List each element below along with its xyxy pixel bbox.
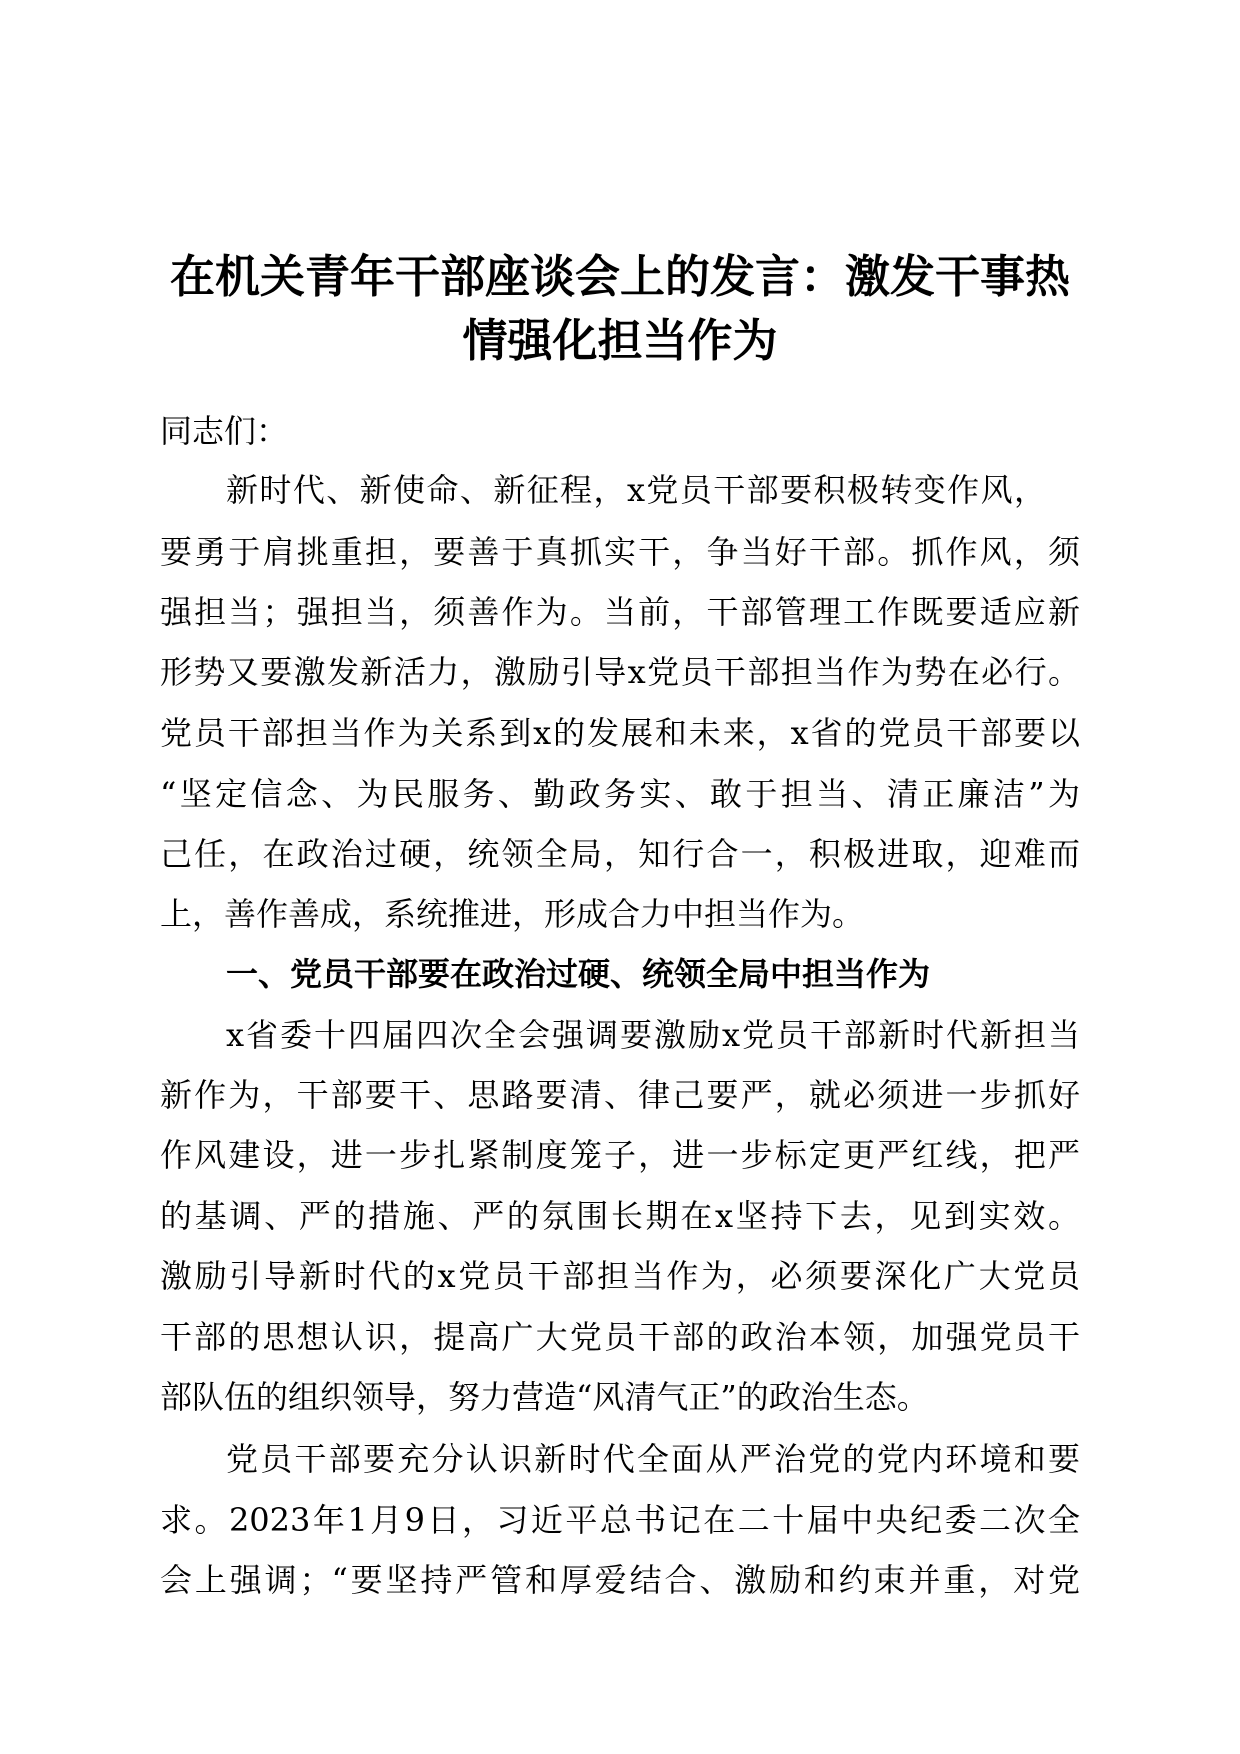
paragraph-1-line-7: 己任，在政治过硬，统领全局，知行合一，积极进取，迎难而 — [160, 835, 1080, 873]
paragraph-3-line-1: 党员干部要充分认识新时代全面从严治党的党内环境和要 — [226, 1440, 1080, 1478]
paragraph-3-line-3: 会上强调；“要坚持严管和厚爱结合、激励和约束并重，对党 — [160, 1561, 1080, 1599]
paragraph-1-line-1: 新时代、新使命、新征程，x党员干部要积极转变作风， — [226, 471, 1046, 509]
paragraph-1-line-5: 党员干部担当作为关系到x的发展和未来，x省的党员干部要以 — [160, 714, 1080, 752]
document-title-line-1: 在机关青年干部座谈会上的发言：激发干事热 — [169, 250, 1070, 303]
paragraph-2-line-4: 的基调、严的措施、严的氛围长期在x坚持下去，见到实效。 — [160, 1197, 1080, 1235]
paragraph-1-line-8: 上，善作善成，系统推进，形成合力中担当作为。 — [160, 895, 865, 933]
paragraph-1-line-4: 形势又要激发新活力，激励引导x党员干部担当作为势在必行。 — [160, 653, 1080, 691]
paragraph-1-line-3: 强担当；强担当，须善作为。当前，干部管理工作既要适应新 — [160, 593, 1080, 631]
paragraph-2-line-7: 部队伍的组织领导，努力营造“风清气正”的政治生态。 — [160, 1378, 929, 1416]
paragraph-1-line-2: 要勇于肩挑重担，要善于真抓实干，争当好干部。抓作风，须 — [160, 533, 1080, 571]
section-heading-1: 一、党员干部要在政治过硬、统领全局中担当作为 — [226, 955, 931, 993]
paragraph-2-line-1: x省委十四届四次全会强调要激励x党员干部新时代新担当 — [226, 1016, 1080, 1054]
paragraph-2-line-2: 新作为，干部要干、思路要清、律己要严，就必须进一步抓好 — [160, 1076, 1080, 1114]
paragraph-1-line-6: “坚定信念、为民服务、勤政务实、敢于担当、清正廉洁”为 — [160, 775, 1080, 813]
paragraph-2-line-3: 作风建设，进一步扎紧制度笼子，进一步标定更严红线，把严 — [160, 1136, 1080, 1174]
paragraph-2-line-5: 激励引导新时代的x党员干部担当作为，必须要深化广大党员 — [160, 1257, 1080, 1295]
paragraph-2-line-6: 干部的思想认识，提高广大党员干部的政治本领，加强党员干 — [160, 1318, 1080, 1356]
paragraph-3-line-2: 求。2023年1月9日，习近平总书记在二十届中央纪委二次全 — [160, 1501, 1080, 1539]
salutation: 同志们： — [160, 412, 289, 450]
document-title-line-2: 情强化担当作为 — [462, 314, 778, 367]
